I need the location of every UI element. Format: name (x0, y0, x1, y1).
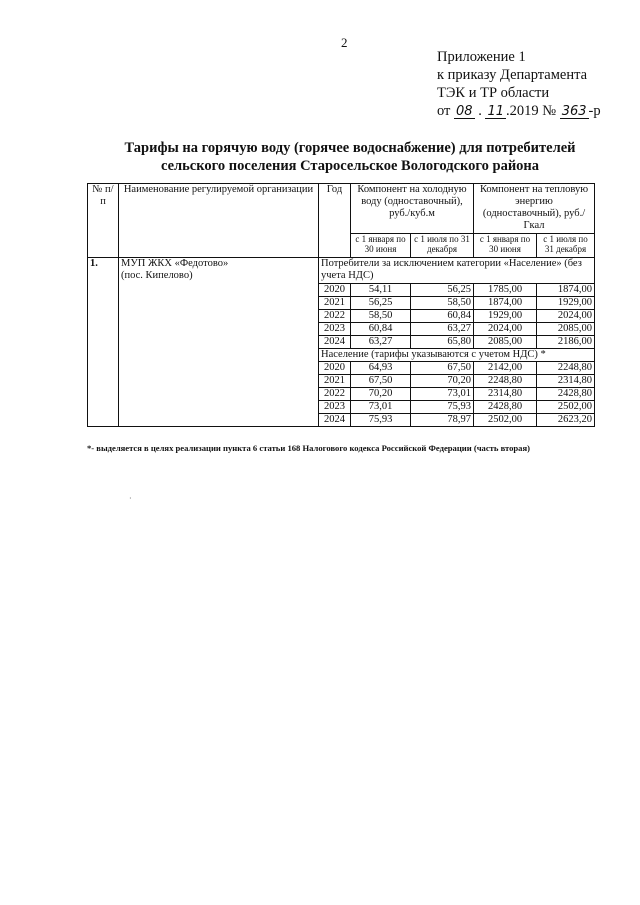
table-cell: 2314,80 (474, 388, 537, 401)
table-cell: 56,25 (411, 284, 474, 297)
table-cell: 1874,00 (474, 297, 537, 310)
org-cell (119, 258, 319, 427)
table-cell: 70,20 (351, 388, 411, 401)
page-number: 2 (341, 35, 348, 50)
table-cell: 75,93 (411, 401, 474, 414)
table-cell: 63,27 (411, 323, 474, 336)
appendix-block (437, 48, 601, 120)
table-cell: 2024,00 (474, 323, 537, 336)
header-cold-water: Компонент на холодную воду (одноставочный), руб./куб.м (351, 184, 474, 234)
order-number: 363 (561, 104, 587, 119)
table-cell: 2023 (319, 401, 351, 414)
table-cell: 2022 (319, 310, 351, 323)
row-number: 1. (88, 258, 119, 427)
header-num: № п/п (88, 184, 119, 258)
appendix-date-line: от 08 . 11 .2019 № 363 -р (437, 103, 601, 119)
document-title (80, 139, 620, 175)
header-org: Наименование регулируемой организации (119, 184, 319, 258)
appendix-line-3: ТЭК и ТР области (437, 85, 550, 101)
table-cell: 58,50 (351, 310, 411, 323)
table-cell: 1929,00 (474, 310, 537, 323)
table-cell: 54,11 (351, 284, 411, 297)
table-cell: 1929,00 (537, 297, 595, 310)
header-year: Год (319, 184, 351, 258)
title-line-1: Тарифы на горячую воду (горячее водоснабжение) для потребителей (124, 140, 576, 156)
table-cell: 56,25 (351, 297, 411, 310)
appendix-line-2: к приказу Департамента (437, 67, 588, 83)
table-cell: 2021 (319, 297, 351, 310)
order-suffix: -р (588, 103, 601, 119)
date-prefix: от (437, 103, 451, 119)
table-cell: 2428,80 (474, 401, 537, 414)
table-cell: 2314,80 (537, 375, 595, 388)
date-month: 11 (487, 104, 504, 119)
table-cell: 67,50 (351, 375, 411, 388)
table-cell: 58,50 (411, 297, 474, 310)
table-cell: 67,50 (411, 362, 474, 375)
table-cell: 2024 (319, 336, 351, 349)
table-cell: 2022 (319, 388, 351, 401)
table-cell: 2020 (319, 284, 351, 297)
table-cell: 73,01 (411, 388, 474, 401)
table-cell: 2248,80 (474, 375, 537, 388)
table-cell: 2024,00 (537, 310, 595, 323)
table-cell: 2502,00 (537, 401, 595, 414)
table-cell: 2248,80 (537, 362, 595, 375)
table-cell: 60,84 (411, 310, 474, 323)
table-cell: 75,93 (351, 414, 411, 427)
table-cell: 1785,00 (474, 284, 537, 297)
table-cell: 2023 (319, 323, 351, 336)
footnote: *- выделяется в целях реализации пункта 6 статьи 168 Налогового кодекса Российской Федерации (часть вторая) (87, 443, 530, 453)
table-cell: 70,20 (411, 375, 474, 388)
subheader-heat-h1: с 1 января по 30 июня (474, 234, 537, 258)
date-day: 08 (456, 104, 473, 119)
table-cell: 60,84 (351, 323, 411, 336)
table-cell: 2502,00 (474, 414, 537, 427)
header-heat-energy: Компонент на тепловую энергию (одноставочный), руб./Гкал (474, 184, 595, 234)
subheader-heat-h2: с 1 июля по 31 декабря (537, 234, 595, 258)
table-cell: 1874,00 (537, 284, 595, 297)
table-cell: 65,80 (411, 336, 474, 349)
group-label-nonresidential: Потребители за исключением категории «Население» (без учета НДС) (319, 258, 595, 284)
table-cell: 63,27 (351, 336, 411, 349)
tariff-table (87, 183, 595, 427)
table-cell: 2020 (319, 362, 351, 375)
table-cell: 73,01 (351, 401, 411, 414)
table-cell: 2085,00 (537, 323, 595, 336)
table-cell: 2186,00 (537, 336, 595, 349)
table-cell: 2085,00 (474, 336, 537, 349)
subheader-cold-h2: с 1 июля по 31 декабря (411, 234, 474, 258)
table-cell: 2024 (319, 414, 351, 427)
org-place: (пос. Кипелово) (121, 270, 193, 281)
table-cell: 64,93 (351, 362, 411, 375)
table-cell: 2623,20 (537, 414, 595, 427)
scan-speck: · (129, 494, 132, 503)
table-cell: 2428,80 (537, 388, 595, 401)
table-cell: 2142,00 (474, 362, 537, 375)
group-label-residential: Население (тарифы указываются с учетом НДС) * (319, 349, 595, 362)
appendix-line-1: Приложение 1 (437, 49, 526, 65)
table-cell: 2021 (319, 375, 351, 388)
title-line-2: сельского поселения Старосельское Вологодского района (160, 158, 540, 174)
subheader-cold-h1: с 1 января по 30 июня (351, 234, 411, 258)
date-year: .2019 № (506, 103, 557, 119)
org-name: МУП ЖКХ «Федотово» (121, 258, 229, 269)
table-cell: 78,97 (411, 414, 474, 427)
